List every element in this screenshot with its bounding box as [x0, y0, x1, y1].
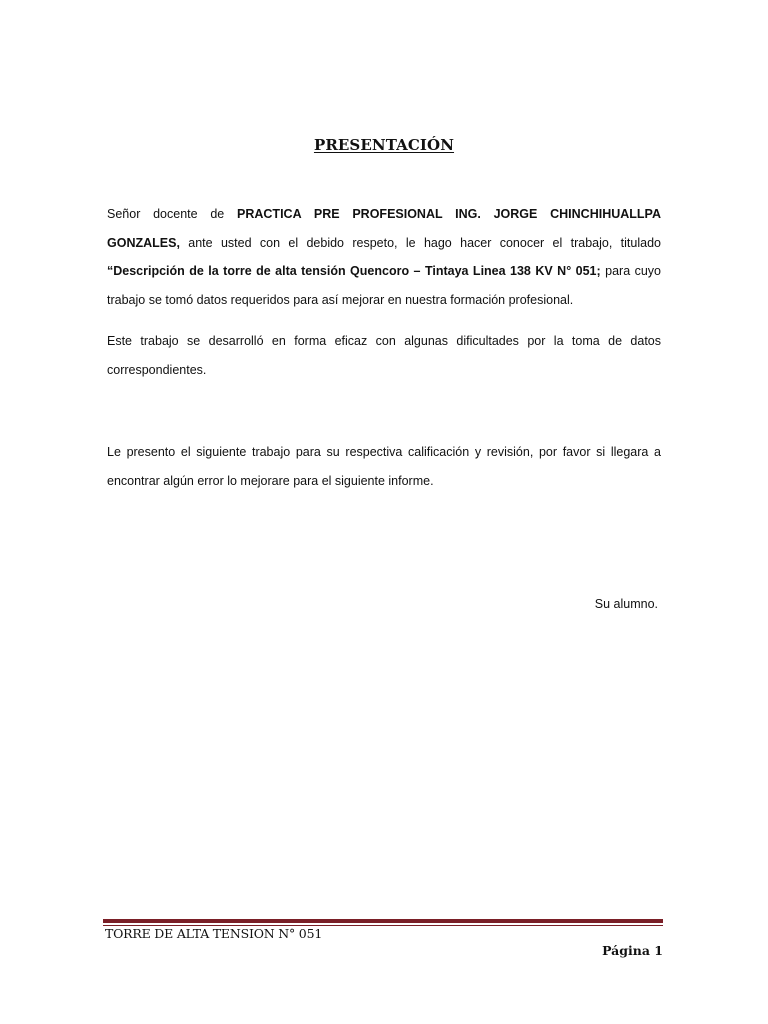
intro-text-2: ante usted con el debido respeto, le hago hacer conocer el trabajo, titulado — [179, 235, 661, 250]
intro-work-title: “Descripción de la torre de alta tensión Quencoro – Tintaya Linea 138 KV N° 051; — [107, 264, 601, 278]
footer-document-title: TORRE DE ALTA TENSION N° 051 — [105, 926, 323, 941]
paragraph-intro — [107, 200, 661, 314]
paragraph-request: Le presento el siguiente trabajo para su respectiva calificación y revisión, por favor si llegara a encontrar algún error lo mejorare para el siguiente informe. — [107, 445, 661, 488]
footer-page-number: Página 1 — [602, 943, 663, 958]
intro-text-1: Señor docente de — [107, 207, 238, 221]
page-title: PRESENTACIÓN — [313, 136, 455, 154]
footer-divider-thick-line — [103, 919, 663, 923]
closing-signature: Su alumno. — [594, 597, 658, 611]
intro-text-3: para cuyo trabajo se tomó datos requeridos para así mejorar en nuestra formación profesional. — [107, 264, 662, 307]
paragraph-development: Este trabajo se desarrolló en forma eficaz con algunas dificultades por la toma de datos correspondientes. — [107, 334, 661, 377]
intro-course-teacher: PRACTICA PRE PROFESIONAL ING. JORGE CHINCHIHUALLPA GONZALES, — [107, 207, 661, 250]
